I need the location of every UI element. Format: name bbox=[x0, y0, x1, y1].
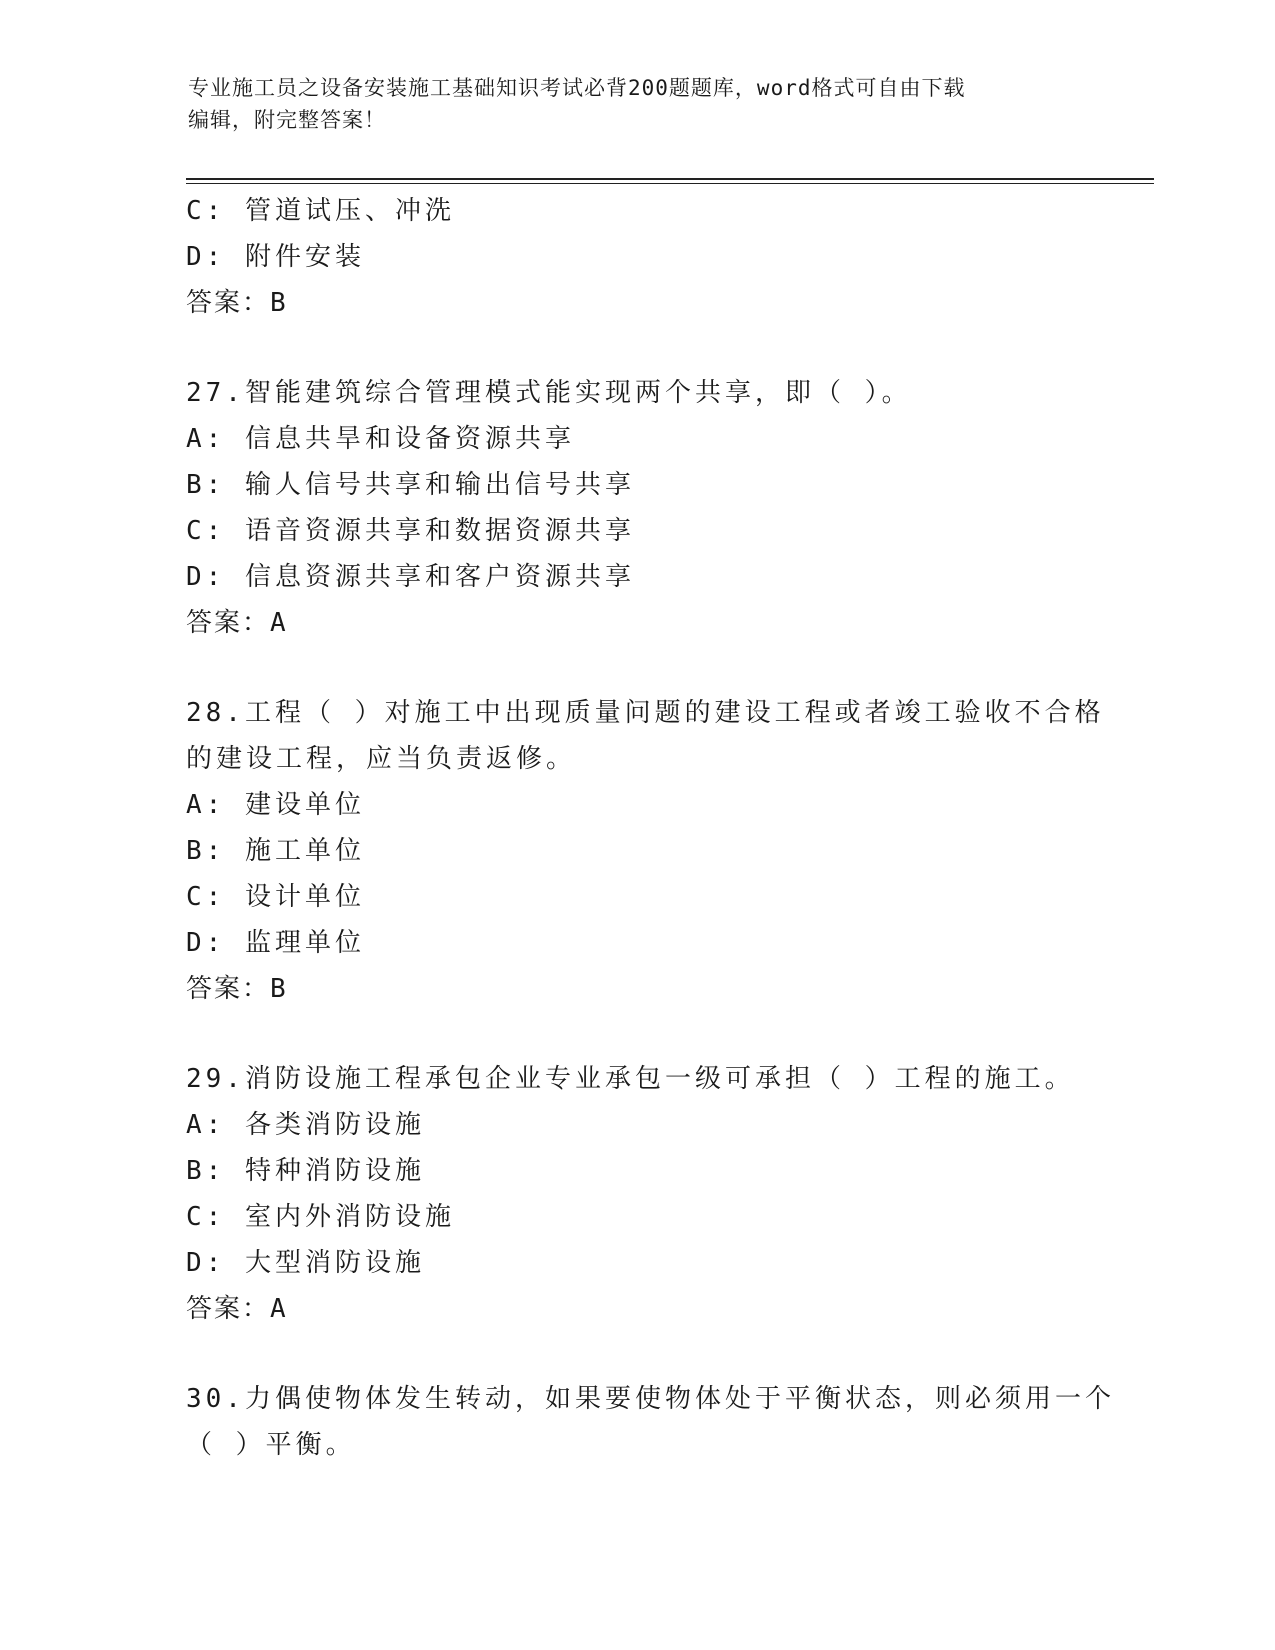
spacer bbox=[186, 1012, 1086, 1056]
option-b: B: 特种消防设施 bbox=[186, 1156, 425, 1186]
option-d: D: 信息资源共享和客户资源共享 bbox=[186, 562, 635, 592]
answer-line: 答案：B bbox=[186, 974, 288, 1004]
option-a: A: 建设单位 bbox=[186, 790, 365, 820]
header-rule-thick bbox=[186, 178, 1154, 180]
question-stem: 27.智能建筑综合管理模式能实现两个共享，即（ ）。 bbox=[186, 378, 912, 408]
question-stem: 29.消防设施工程承包企业专业承包一级可承担（ ）工程的施工。 bbox=[186, 1064, 1075, 1094]
answer-line: 答案：B bbox=[186, 288, 288, 318]
question-block-28 bbox=[186, 690, 1105, 1012]
question-stem-continued: （ ）平衡。 bbox=[186, 1430, 356, 1460]
option-b: B: 输人信号共享和输出信号共享 bbox=[186, 470, 635, 500]
option-c: C: 管道试压、冲洗 bbox=[186, 196, 455, 226]
option-c: C: 语音资源共享和数据资源共享 bbox=[186, 516, 635, 546]
option-a: A: 各类消防设施 bbox=[186, 1110, 425, 1140]
question-block-27 bbox=[186, 370, 1086, 646]
option-a: A: 信息共旱和设备资源共享 bbox=[186, 424, 575, 454]
spacer bbox=[186, 326, 1086, 370]
question-block-29 bbox=[186, 1056, 1086, 1332]
spacer bbox=[186, 1332, 1086, 1376]
option-d: D: 监理单位 bbox=[186, 928, 365, 958]
option-d: D: 附件安装 bbox=[186, 242, 365, 272]
question-stem: 30.力偶使物体发生转动，如果要使物体处于平衡状态，则必须用一个 bbox=[186, 1384, 1115, 1414]
option-c: C: 室内外消防设施 bbox=[186, 1202, 455, 1232]
header-line-2: 编辑，附完整答案！ bbox=[188, 108, 386, 132]
question-block-30 bbox=[186, 1376, 1115, 1468]
question-block-26 bbox=[186, 188, 1086, 326]
option-d: D: 大型消防设施 bbox=[186, 1248, 425, 1278]
answer-line: 答案：A bbox=[186, 608, 288, 638]
answer-line: 答案：A bbox=[186, 1294, 288, 1324]
document-header bbox=[188, 72, 1088, 136]
option-b: B: 施工单位 bbox=[186, 836, 365, 866]
header-line-1: 专业施工员之设备安装施工基础知识考试必背200题题库，word格式可自由下载 bbox=[188, 76, 966, 100]
spacer bbox=[186, 646, 1086, 690]
document-body bbox=[186, 188, 1115, 1468]
option-c: C: 设计单位 bbox=[186, 882, 365, 912]
question-stem: 28.工程（ ）对施工中出现质量问题的建设工程或者竣工验收不合格 bbox=[186, 698, 1105, 728]
header-rule-thin bbox=[186, 183, 1154, 184]
question-stem-continued: 的建设工程，应当负责返修。 bbox=[186, 744, 577, 774]
